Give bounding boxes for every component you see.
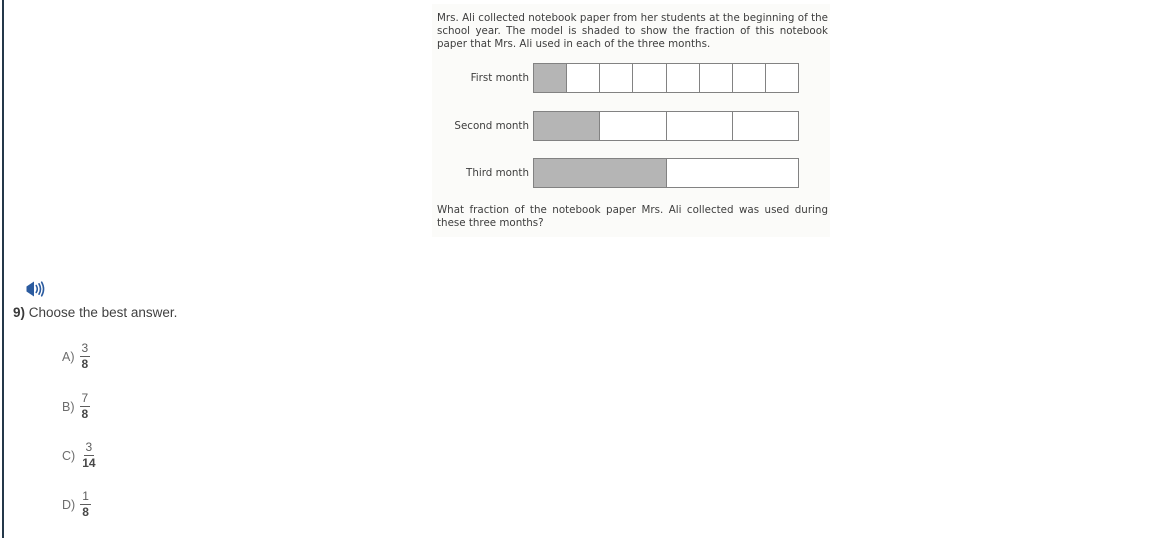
question-image-panel [432, 4, 830, 237]
fraction-numerator: 3 [81, 341, 89, 355]
empty-cell [666, 64, 699, 92]
option-letter: C) [62, 448, 76, 463]
fraction-numerator: 7 [81, 391, 89, 405]
fraction-bar-row-second-month [432, 111, 799, 141]
empty-cell [566, 64, 599, 92]
empty-cell [666, 159, 799, 187]
left-border-rule [2, 0, 4, 538]
fraction-denominator: 8 [81, 357, 89, 371]
empty-cell [765, 64, 798, 92]
shaded-cell [534, 159, 666, 187]
fraction-value [80, 342, 91, 371]
question-number: 9) [13, 305, 26, 320]
option-letter: B) [62, 399, 75, 414]
empty-cell [732, 112, 798, 140]
fraction-numerator: 3 [85, 440, 93, 454]
empty-cell [732, 64, 765, 92]
shaded-cell [534, 64, 566, 92]
answer-option-b[interactable] [62, 392, 90, 421]
empty-cell [599, 112, 665, 140]
fraction-bar [533, 111, 799, 141]
question-text: What fraction of the notebook paper Mrs. Ali collected was used during these three months? [437, 204, 828, 229]
bar-label: Third month [466, 167, 529, 179]
fraction-numerator: 1 [82, 489, 89, 503]
empty-cell [666, 112, 732, 140]
answer-option-c[interactable] [62, 441, 98, 470]
fraction-value [80, 490, 91, 519]
prompt-text: Choose the best answer. [28, 305, 178, 320]
fraction-bar-row-third-month [432, 158, 799, 188]
fraction-bar [533, 158, 799, 188]
answer-option-d[interactable] [62, 490, 91, 519]
fraction-bar [533, 63, 799, 93]
fraction-denominator: 14 [82, 456, 96, 470]
fraction-bar-row-first-month [432, 63, 799, 93]
option-letter: A) [62, 349, 75, 364]
speaker-icon[interactable] [24, 281, 46, 297]
problem-statement: Mrs. Ali collected notebook paper from her students at the beginning of the school year. The model is shaded to show the fraction of this notebook paper that Mrs. Ali used in each of the three months. [437, 12, 828, 50]
fraction-denominator: 8 [82, 505, 89, 519]
empty-cell [599, 64, 632, 92]
question-prompt [13, 305, 177, 320]
fraction-value [80, 392, 91, 421]
empty-cell [632, 64, 665, 92]
empty-cell [699, 64, 732, 92]
bar-label: Second month [454, 120, 529, 132]
fraction-value [80, 441, 97, 470]
shaded-cell [534, 112, 599, 140]
bar-label: First month [470, 72, 529, 84]
option-letter: D) [62, 497, 76, 512]
fraction-denominator: 8 [81, 407, 89, 421]
answer-option-a[interactable] [62, 342, 90, 371]
